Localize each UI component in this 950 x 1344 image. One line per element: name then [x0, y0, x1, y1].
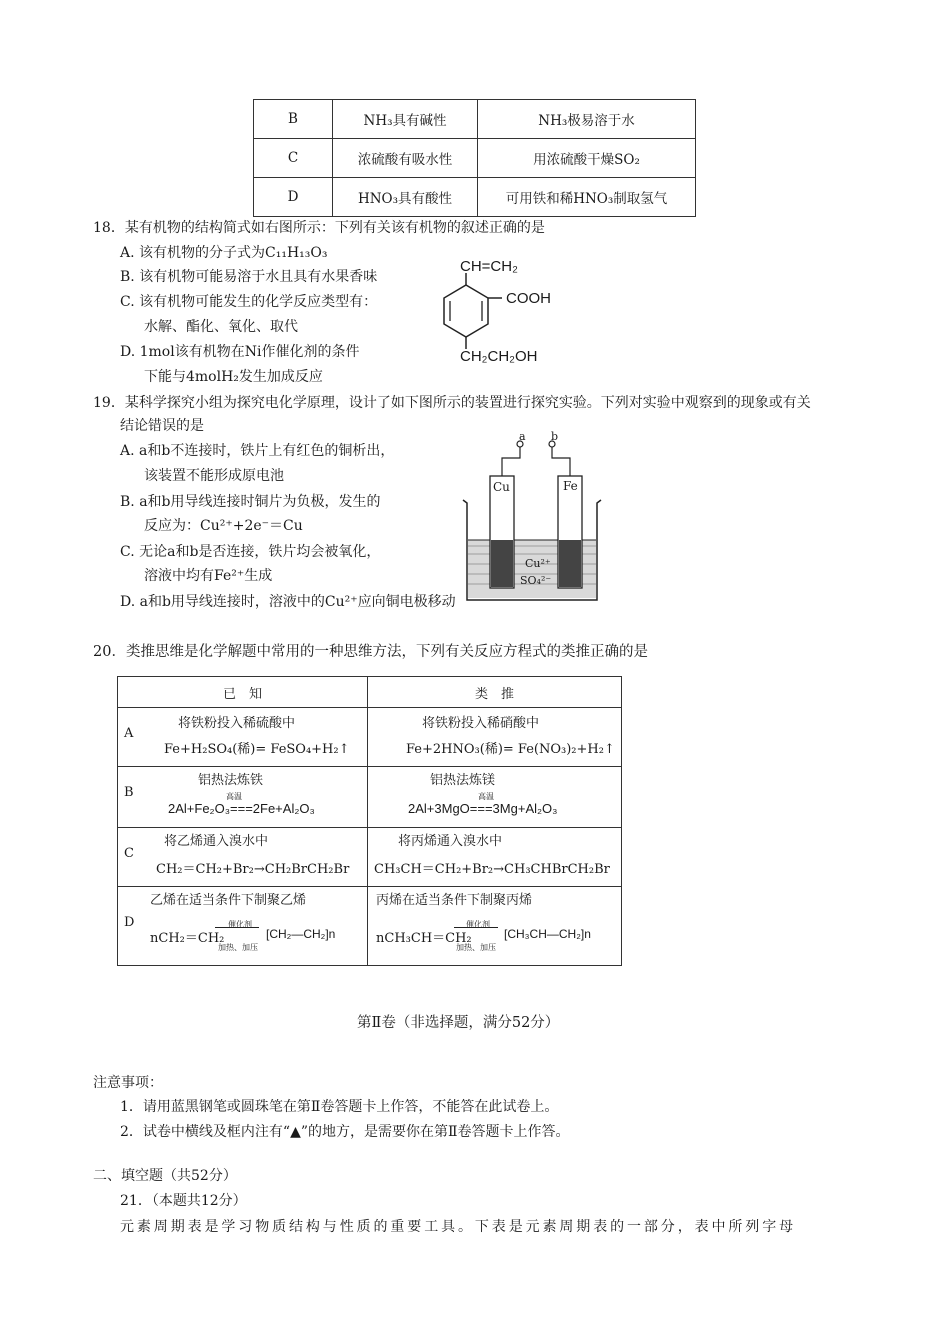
- q20-known-equation: 2Al+Fe₂O₃===2Fe+Al₂O₃: [168, 801, 315, 816]
- table-row: [254, 178, 696, 217]
- q17-statement: 浓硫酸有吸水性: [333, 139, 478, 178]
- q18-option-a: A. 该有机物的分子式为C₁₁H₁₃O₃: [120, 245, 328, 261]
- q20-analogy-equation: Fe+2HNO₃(稀)= Fe(NO₃)₂+H₂↑: [406, 742, 615, 757]
- q17-statement: HNO₃具有酸性: [333, 178, 478, 217]
- section-heading: 二、填空题（共52分）: [93, 1168, 237, 1184]
- q19-option-d: D. a和b用导线连接时，溶液中的Cu²⁺应向铜电极移动: [120, 594, 456, 610]
- q20-table: [117, 676, 622, 966]
- q20-row-c-analogy: [368, 828, 622, 887]
- table-row: [118, 828, 622, 887]
- notes-item-1: 1．请用蓝黑钢笔或圆珠笔在第Ⅱ卷答题卡上作答，不能答在此试卷上。: [120, 1099, 559, 1115]
- q20-option-label: A: [124, 726, 134, 741]
- q20-known-title: 将乙烯通入溴水中: [164, 834, 269, 849]
- q17-table: [253, 99, 696, 217]
- q20-known-equation: CH₂＝CH₂+Br₂→CH₂BrCH₂Br: [156, 862, 350, 877]
- q17-application: 可用铁和稀HNO₃制取氢气: [478, 178, 696, 217]
- q20-analogy-equation: CH₃CH＝CH₂+Br₂→CH₃CHBrCH₂Br: [374, 862, 610, 877]
- q19-stem: 19．某科学探究小组为探究电化学原理，设计了如下图所示的装置进行探究实验。下列对实验中观察到的现象或有关: [93, 395, 811, 411]
- q18-label-ethanol: CH₂CH₂OH: [460, 348, 538, 365]
- q19-option-b: B. a和b用导线连接时铜片为负极，发生的: [120, 494, 381, 510]
- q20-analogy-title: 将铁粉投入稀硝酸中: [422, 716, 540, 731]
- q18-option-d: D. 1mol该有机物在Ni作催化剂的条件: [120, 344, 360, 360]
- q20-analogy-equation: 2Al+3MgO===3Mg+Al₂O₃: [408, 801, 558, 816]
- q19-option-a: A. a和b不连接时，铁片上有红色的铜析出，: [120, 443, 395, 459]
- q18-label-vinyl: CH=CH₂: [460, 258, 518, 275]
- table-row: [118, 767, 622, 828]
- table-row: [118, 887, 622, 966]
- q19-option-a-cont: 该装置不能形成原电池: [144, 468, 284, 484]
- q20-header-known: 已 知: [118, 677, 368, 708]
- q19-option-c: C. 无论a和b是否连接，铁片均会被氧化，: [120, 544, 381, 560]
- q17-option: C: [254, 139, 333, 178]
- q20-known-title: 乙烯在适当条件下制聚乙烯: [150, 893, 307, 908]
- q19-ion-so4: SO₄²⁻: [520, 574, 552, 587]
- q20-row-b-known: [118, 767, 368, 828]
- q21-text: 元素周期表是学习物质结构与性质的重要工具。下表是元素周期表的一部分，表中所列字母: [120, 1219, 796, 1235]
- table-row: [254, 100, 696, 139]
- q19-ion-cu: Cu²⁺: [525, 557, 551, 570]
- q20-row-b-analogy: [368, 767, 622, 828]
- q20-option-label: B: [124, 785, 134, 800]
- q20-row-a-analogy: [368, 708, 622, 767]
- q19-electrode-cu: Cu: [493, 480, 510, 494]
- q21-label: 21．（本题共12分）: [120, 1193, 247, 1209]
- table-row: [118, 677, 622, 708]
- q17-statement: NH₃具有碱性: [333, 100, 478, 139]
- notes-item-2: 2．试卷中横线及框内注有“▲”的地方，是需要你在第Ⅱ卷答题卡上作答。: [120, 1124, 570, 1140]
- q20-analogy-equation: nCH₃CH＝CH₂: [376, 931, 472, 946]
- q18-label-cooh: COOH: [506, 290, 551, 307]
- q20-known-catalyst: 催化剂: [228, 920, 252, 929]
- q20-row-d-known: [118, 887, 368, 966]
- q20-analogy-title: 铝热法炼镁: [430, 773, 496, 788]
- q18-option-b: B. 该有机物可能易溶于水且具有水果香味: [120, 269, 378, 285]
- q20-known-condition: 加热、加压: [218, 943, 258, 952]
- q20-known-condition: 高温: [226, 792, 242, 801]
- q19-terminal-a: a: [519, 430, 526, 443]
- q20-row-d-analogy: [368, 887, 622, 966]
- q17-option: B: [254, 100, 333, 139]
- q19-option-b-cont: 反应为：Cu²⁺+2e⁻＝Cu: [144, 518, 303, 534]
- part2-title: 第Ⅱ卷（非选择题，满分52分）: [357, 1015, 560, 1031]
- q19-option-c-cont: 溶液中均有Fe²⁺生成: [144, 568, 273, 584]
- q20-known-equation: Fe+H₂SO₄(稀)= FeSO₄+H₂↑: [164, 742, 350, 757]
- table-row: [118, 708, 622, 767]
- q20-row-c-known: [118, 828, 368, 887]
- table-row: [254, 139, 696, 178]
- q20-analogy-product: [CH₃CH—CH₂]n: [504, 927, 591, 941]
- q18-stem: 18．某有机物的结构简式如右图所示：下列有关该有机物的叙述正确的是: [93, 220, 545, 236]
- q18-option-d-cont: 下能与4molH₂发生加成反应: [144, 369, 323, 385]
- q19-terminal-b: b: [551, 430, 559, 443]
- q20-header-analogy: 类 推: [368, 677, 622, 708]
- q20-row-a-known: [118, 708, 368, 767]
- reaction-arrow-icon: [215, 927, 259, 928]
- q20-analogy-title: 丙烯在适当条件下制聚丙烯: [376, 893, 533, 908]
- q20-option-label: D: [124, 915, 135, 930]
- q20-known-title: 铝热法炼铁: [198, 773, 264, 788]
- q20-analogy-title: 将丙烯通入溴水中: [398, 834, 503, 849]
- q17-application: 用浓硫酸干燥SO₂: [478, 139, 696, 178]
- q20-known-product: [CH₂—CH₂]n: [266, 927, 336, 941]
- q20-stem: 20．类推思维是化学解题中常用的一种思维方法，下列有关反应方程式的类推正确的是: [93, 644, 648, 660]
- q18-option-c-cont: 水解、酯化、氧化、取代: [144, 319, 298, 335]
- q17-option: D: [254, 178, 333, 217]
- q20-analogy-condition: 加热、加压: [456, 943, 496, 952]
- notes-title: 注意事项：: [93, 1075, 163, 1091]
- q18-option-c: C. 该有机物可能发生的化学反应类型有：: [120, 294, 378, 310]
- q19-stem-cont: 结论错误的是: [120, 418, 204, 434]
- q17-application: NH₃极易溶于水: [478, 100, 696, 139]
- reaction-arrow-icon: [454, 927, 498, 928]
- q20-option-label: C: [124, 846, 134, 861]
- q20-analogy-catalyst: 催化剂: [466, 920, 490, 929]
- q19-electrode-fe: Fe: [563, 479, 578, 493]
- q20-known-equation: nCH₂＝CH₂: [150, 931, 225, 946]
- q20-analogy-condition: 高温: [478, 792, 494, 801]
- q20-known-title: 将铁粉投入稀硫酸中: [178, 716, 296, 731]
